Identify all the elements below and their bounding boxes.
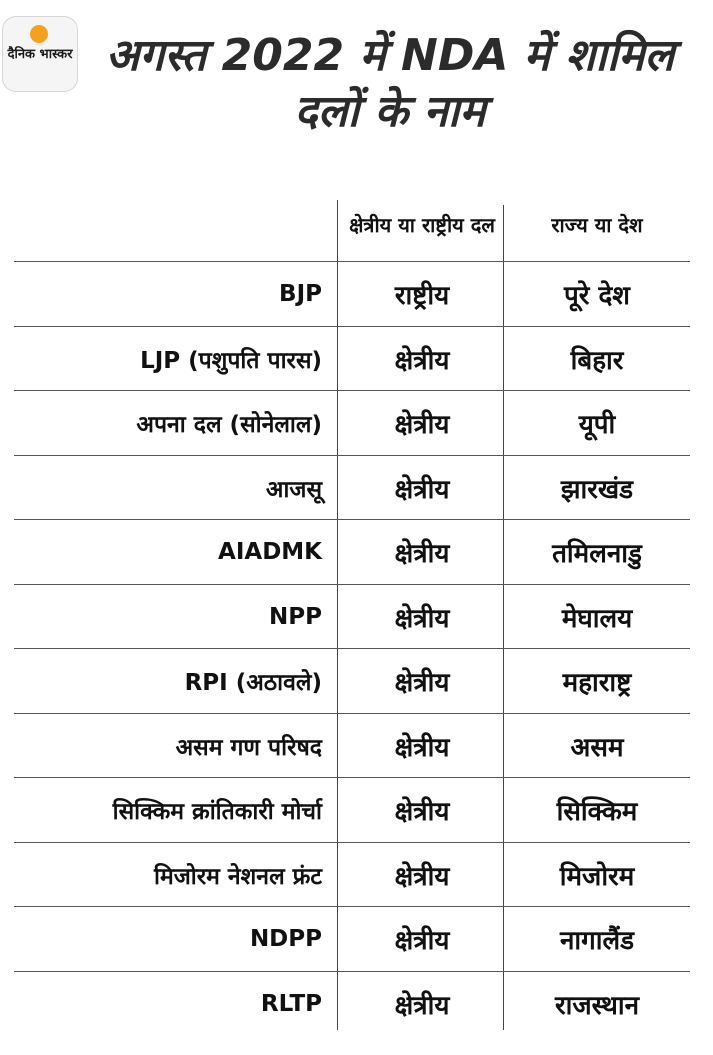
party-type: क्षेत्रीय — [394, 797, 450, 827]
party-region: असम — [570, 732, 624, 763]
party-type: क्षेत्रीय — [394, 474, 450, 505]
party-type: क्षेत्रीय — [394, 861, 450, 892]
logo-text: दैनिक भास्कर — [7, 47, 73, 62]
party-name: BJP — [279, 281, 322, 307]
sun-icon — [30, 25, 48, 43]
party-region: सिक्किम — [556, 797, 638, 827]
party-name: अपना दल (सोनेलाल) — [136, 412, 322, 438]
party-region: तमिलनाडु — [552, 539, 642, 569]
party-region: पूरे देश — [564, 281, 630, 311]
party-region: बिहार — [570, 345, 624, 376]
party-name: AIADMK — [218, 539, 322, 565]
party-name: आजसू — [265, 476, 322, 503]
party-name: RLTP — [260, 990, 322, 1017]
party-type: राष्ट्रीय — [394, 281, 450, 311]
party-region: मेघालय — [561, 603, 633, 634]
page-title: अगस्त 2022 में NDA में शामिल दलों के नाम — [105, 30, 675, 137]
party-type: क्षेत्रीय — [394, 603, 450, 634]
party-name: असम गण परिषद — [175, 734, 322, 761]
party-type: क्षेत्रीय — [394, 732, 450, 763]
party-name: NDPP — [249, 926, 322, 952]
table-row — [0, 714, 713, 778]
column-header-type: क्षेत्रीय या राष्ट्रीय दल — [349, 212, 495, 237]
party-region: राजस्थान — [554, 990, 640, 1021]
party-type: क्षेत्रीय — [394, 539, 450, 569]
party-region: महाराष्ट्र — [562, 668, 632, 698]
party-name: सिक्किम क्रांतिकारी मोर्चा — [112, 799, 322, 825]
party-region: यूपी — [578, 410, 616, 440]
table-row — [0, 391, 713, 455]
party-name: मिजोरम नेशनल फ्रंट — [154, 863, 322, 890]
party-name: NPP — [269, 603, 322, 630]
table-row — [0, 907, 713, 971]
table-row — [0, 585, 713, 649]
table-row — [0, 972, 713, 1036]
table-row — [0, 327, 713, 391]
party-name: RPI (अठावले) — [184, 670, 322, 696]
party-type: क्षेत्रीय — [394, 345, 450, 376]
table-row — [0, 520, 713, 584]
party-type: क्षेत्रीय — [394, 668, 450, 698]
table-row — [0, 843, 713, 907]
party-type: क्षेत्रीय — [394, 990, 450, 1021]
party-region: झारखंड — [560, 474, 634, 505]
brand-logo — [2, 16, 78, 92]
column-header-region: राज्य या देश — [551, 212, 643, 237]
table-row — [0, 649, 713, 713]
party-type: क्षेत्रीय — [394, 926, 450, 956]
table-row — [0, 262, 713, 326]
table-row — [0, 456, 713, 520]
party-name: LJP (पशुपति पारस) — [140, 347, 322, 374]
party-region: नागालैंड — [559, 926, 635, 956]
table-row — [0, 778, 713, 842]
party-region: मिजोरम — [559, 861, 635, 892]
party-type: क्षेत्रीय — [394, 410, 450, 440]
